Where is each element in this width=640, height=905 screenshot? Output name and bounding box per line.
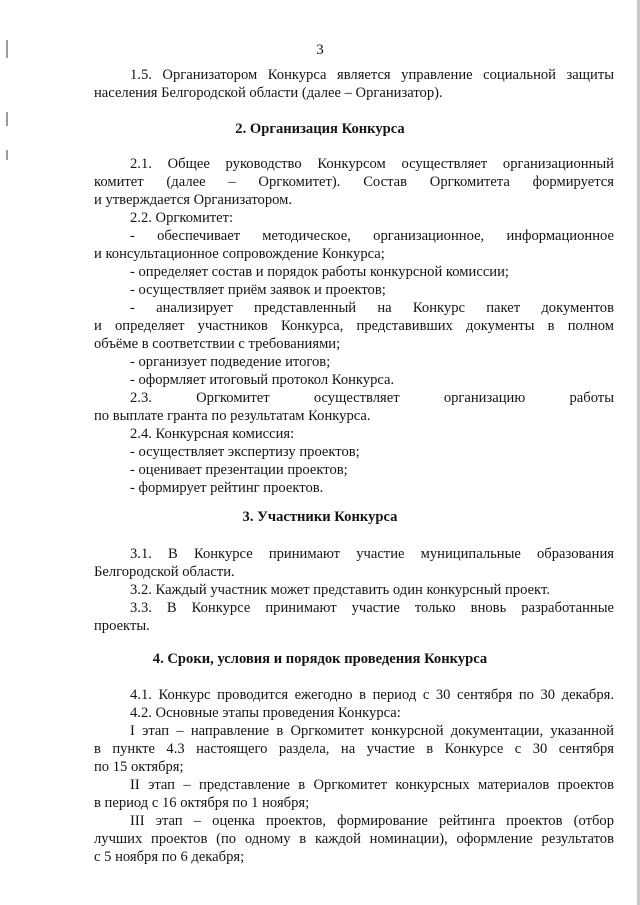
paragraph-line: II этап – представление в Оргкомитет конкурсных материалов проектов: [130, 777, 614, 793]
paragraph-line: - обеспечивает методическое, организационное, информационное: [130, 228, 614, 244]
paragraph-line: 3.3. В Конкурсе принимают участие только вновь разработанные: [130, 600, 614, 616]
list-item: - определяет состав и порядок работы конкурсной комиссии;: [130, 264, 509, 280]
paragraph-line: лучших проектов (по одному в каждой номинации), оформление результатов: [94, 831, 614, 847]
list-item: - организует подведение итогов;: [130, 354, 331, 370]
paragraph-line: объёме в соответствии с требованиями;: [94, 336, 341, 352]
list-item: - осуществляет приём заявок и проектов;: [130, 282, 386, 298]
list-item: - осуществляет экспертизу проектов;: [130, 444, 360, 460]
scan-margin-mark: [6, 150, 8, 160]
paragraph-line: 3.2. Каждый участник может представить один конкурсный проект.: [130, 582, 550, 598]
paragraph-line: в пункте 4.3 настоящего раздела, на участие в Конкурсе с 30 сентября: [94, 741, 614, 757]
paragraph-line: Белгородской области.: [94, 564, 235, 580]
paragraph-line: 1.5. Организатором Конкурса является управление социальной защиты: [130, 67, 614, 83]
paragraph-line: и консультационное сопровождение Конкурса;: [94, 246, 385, 262]
paragraph-line: с 5 ноября по 6 декабря;: [94, 849, 245, 865]
paragraph-line: комитет (далее – Оргкомитет). Состав Оргкомитета формируется: [94, 174, 614, 190]
paragraph-line: населения Белгородской области (далее – Организатор).: [94, 85, 443, 101]
paragraph-line: 3.1. В Конкурсе принимают участие муниципальные образования: [130, 546, 614, 562]
paragraph-line: в период с 16 октября по 1 ноября;: [94, 795, 310, 811]
paragraph-line: 2.1. Общее руководство Конкурсом осуществляет организационный: [130, 156, 614, 172]
paragraph-line: 2.4. Конкурсная комиссия:: [130, 426, 295, 442]
paragraph-line: проекты.: [94, 618, 150, 634]
paragraph-line: по выплате гранта по результатам Конкурса.: [94, 408, 371, 424]
paragraph-line: I этап – направление в Оргкомитет конкурсной документации, указанной: [130, 723, 614, 739]
section-heading: 4. Сроки, условия и порядок проведения Конкурса: [152, 651, 488, 667]
paragraph-line: и определяет участников Конкурса, представивших документы в полном: [94, 318, 614, 334]
paragraph-line: 4.1. Конкурс проводится ежегодно в период с 30 сентября по 30 декабря.: [130, 687, 614, 703]
paragraph-line: 2.2. Оргкомитет:: [130, 210, 234, 226]
paragraph-line: и утверждается Организатором.: [94, 192, 293, 208]
paragraph-line: III этап – оценка проектов, формирование рейтинга проектов (отбор: [130, 813, 614, 829]
section-heading: 2. Организация Конкурса: [235, 121, 405, 137]
list-item: - формирует рейтинг проектов.: [130, 480, 324, 496]
list-item: - анализирует представленный на Конкурс пакет документов: [130, 300, 614, 316]
list-item: - оформляет итоговый протокол Конкурса.: [130, 372, 395, 388]
paragraph-line: 4.2. Основные этапы проведения Конкурса:: [130, 705, 401, 721]
page-number: 3: [316, 42, 324, 58]
list-item: - оценивает презентации проектов;: [130, 462, 348, 478]
paragraph-line: 2.3. Оргкомитет осуществляет организацию работы: [130, 390, 614, 406]
paragraph-line: по 15 октября;: [94, 759, 184, 775]
section-heading: 3. Участники Конкурса: [242, 509, 398, 525]
